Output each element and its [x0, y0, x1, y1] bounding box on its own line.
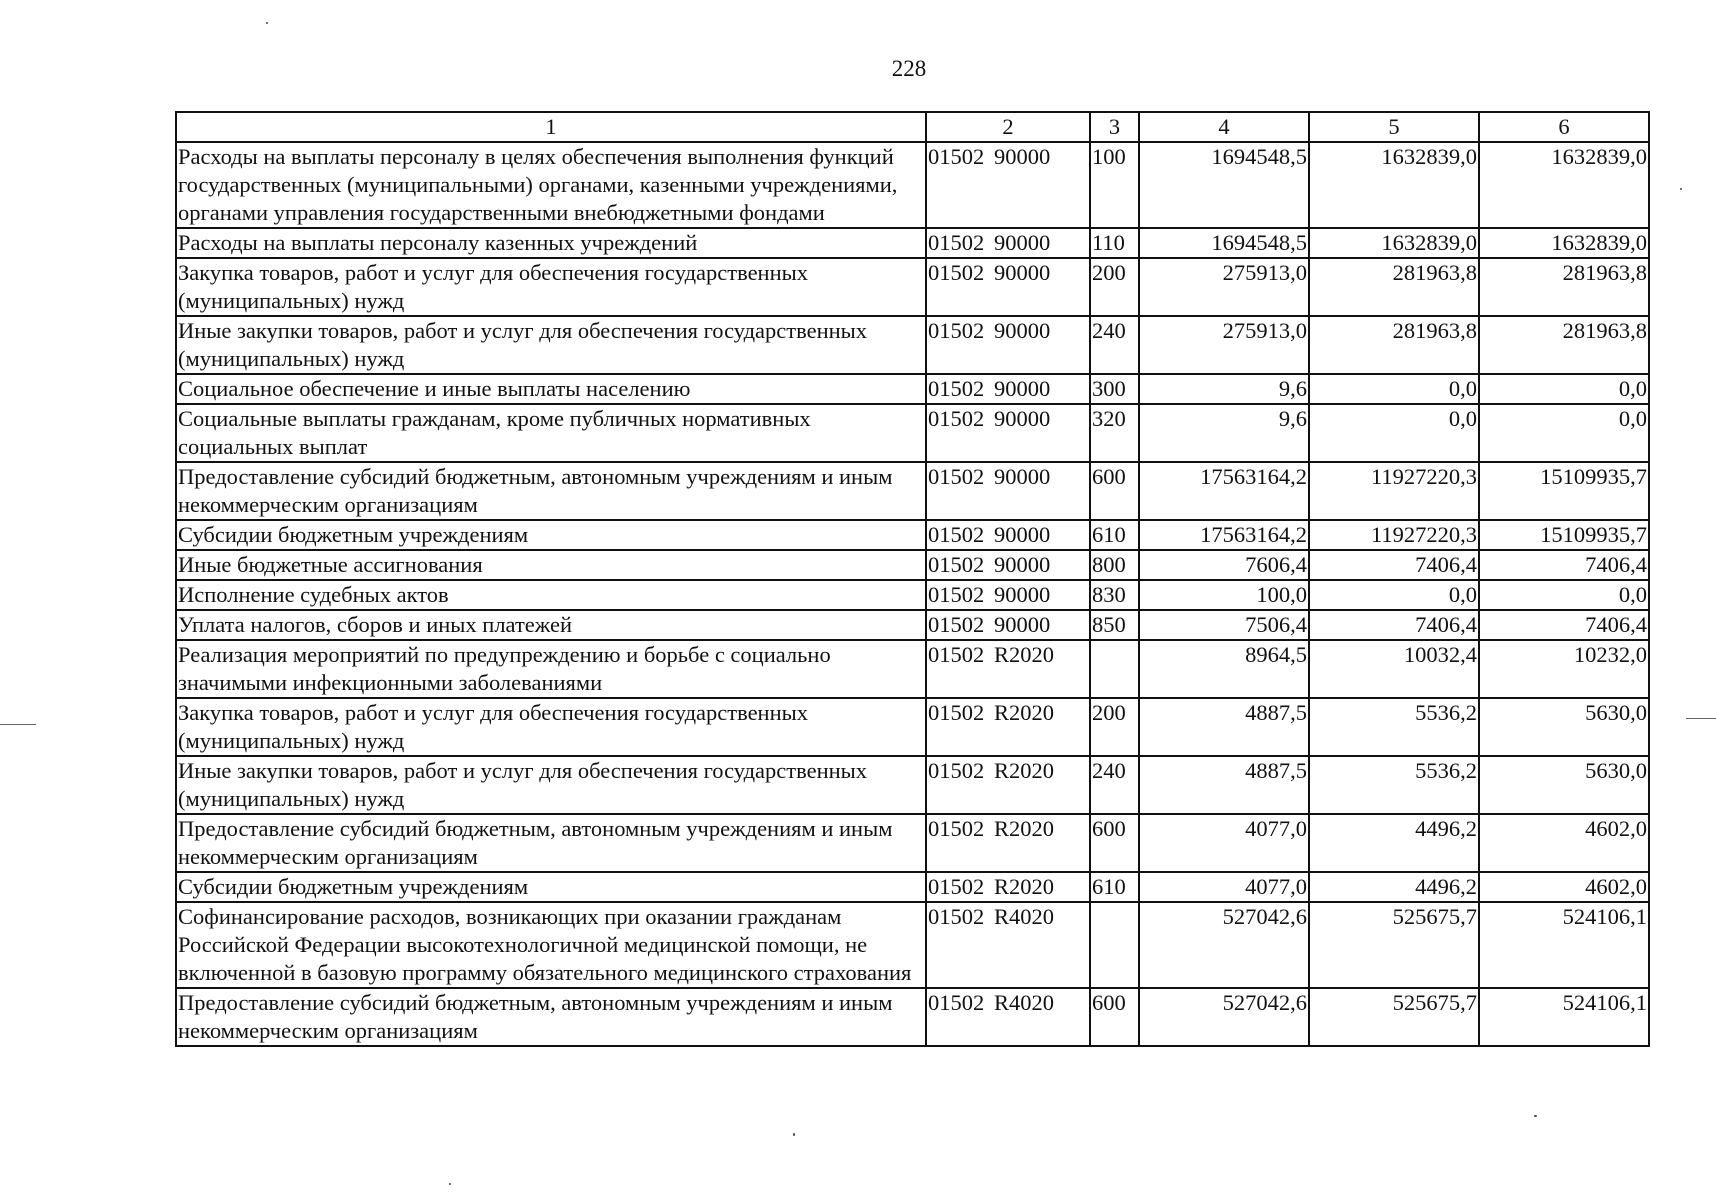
row-code-cell [926, 698, 1090, 756]
row-target-code: 90000 [994, 230, 1051, 255]
table-row [176, 814, 1649, 872]
column-header-5: 5 [1309, 112, 1479, 142]
row-expense-kind: 800 [1090, 550, 1139, 580]
column-header-2: 2 [926, 112, 1090, 142]
row-name: Исполнение судебных актов [176, 580, 926, 610]
row-amount-5: 11927220,3 [1309, 520, 1479, 550]
row-expense-kind: 240 [1090, 316, 1139, 374]
page-number: 228 [891, 56, 927, 81]
row-name: Закупка товаров, работ и услуг для обеспечения государственных (муниципальных) нужд [176, 698, 926, 756]
row-section-code: 01502 [928, 318, 985, 343]
row-amount-5: 0,0 [1309, 404, 1479, 462]
row-name: Софинансирование расходов, возникающих при оказании гражданам Российской Федерации высокотехнологичной медицинской помощи, не включенной в базовую программу обязательного медицинского страхования [176, 902, 926, 988]
row-code-cell [926, 258, 1090, 316]
row-target-code: 90000 [994, 376, 1051, 401]
row-section-code: 01502 [928, 376, 985, 401]
row-amount-6: 4602,0 [1479, 814, 1649, 872]
row-name: Социальное обеспечение и иные выплаты населению [176, 374, 926, 404]
row-expense-kind: 600 [1090, 814, 1139, 872]
row-amount-4: 4077,0 [1139, 814, 1309, 872]
row-target-code: 90000 [994, 612, 1051, 637]
row-target-code: 90000 [994, 464, 1051, 489]
row-amount-6: 15109935,7 [1479, 462, 1649, 520]
row-code-cell [926, 580, 1090, 610]
row-code-cell [926, 228, 1090, 258]
row-expense-kind: 600 [1090, 988, 1139, 1046]
row-name: Предоставление субсидий бюджетным, автономным учреждениям и иным некоммерческим организациям [176, 462, 926, 520]
budget-table [175, 111, 1650, 1047]
row-amount-5: 0,0 [1309, 374, 1479, 404]
row-code-cell [926, 610, 1090, 640]
row-code-cell [926, 756, 1090, 814]
row-target-code: R4020 [994, 990, 1055, 1015]
table-row [176, 142, 1649, 228]
row-target-code: R2020 [994, 642, 1055, 667]
row-name: Реализация мероприятий по предупреждению и борьбе с социально значимыми инфекционными заболеваниями [176, 640, 926, 698]
row-name: Уплата налогов, сборов и иных платежей [176, 610, 926, 640]
row-amount-6: 1632839,0 [1479, 228, 1649, 258]
row-amount-6: 1632839,0 [1479, 142, 1649, 228]
row-expense-kind: 200 [1090, 258, 1139, 316]
row-expense-kind: 100 [1090, 142, 1139, 228]
row-amount-4: 100,0 [1139, 580, 1309, 610]
row-target-code: 90000 [994, 552, 1051, 577]
row-amount-4: 8964,5 [1139, 640, 1309, 698]
scan-speck [449, 1183, 451, 1185]
row-amount-4: 4887,5 [1139, 756, 1309, 814]
table-row [176, 374, 1649, 404]
row-section-code: 01502 [928, 144, 985, 169]
row-amount-6: 5630,0 [1479, 698, 1649, 756]
row-target-code: R2020 [994, 816, 1055, 841]
row-expense-kind: 610 [1090, 872, 1139, 902]
column-header-6: 6 [1479, 112, 1649, 142]
row-section-code: 01502 [928, 904, 985, 929]
row-amount-4: 9,6 [1139, 374, 1309, 404]
table-row [176, 872, 1649, 902]
row-expense-kind [1090, 902, 1139, 988]
row-name: Субсидии бюджетным учреждениям [176, 872, 926, 902]
row-section-code: 01502 [928, 522, 985, 547]
table-row [176, 520, 1649, 550]
table-row [176, 640, 1649, 698]
scan-speck [1534, 1115, 1537, 1117]
row-section-code: 01502 [928, 464, 985, 489]
row-amount-5: 281963,8 [1309, 316, 1479, 374]
row-target-code: 90000 [994, 144, 1051, 169]
row-amount-6: 5630,0 [1479, 756, 1649, 814]
row-code-cell [926, 902, 1090, 988]
row-expense-kind: 850 [1090, 610, 1139, 640]
row-code-cell [926, 142, 1090, 228]
row-code-cell [926, 814, 1090, 872]
row-expense-kind: 240 [1090, 756, 1139, 814]
row-target-code: R2020 [994, 874, 1055, 899]
table-header-row [176, 112, 1649, 142]
row-amount-5: 5536,2 [1309, 698, 1479, 756]
row-amount-4: 275913,0 [1139, 258, 1309, 316]
table-row [176, 610, 1649, 640]
table-row [176, 580, 1649, 610]
row-expense-kind: 300 [1090, 374, 1139, 404]
row-name: Предоставление субсидий бюджетным, автономным учреждениям и иным некоммерческим организациям [176, 814, 926, 872]
row-amount-4: 1694548,5 [1139, 228, 1309, 258]
row-amount-5: 0,0 [1309, 580, 1479, 610]
row-code-cell [926, 316, 1090, 374]
row-amount-5: 5536,2 [1309, 756, 1479, 814]
row-amount-4: 4887,5 [1139, 698, 1309, 756]
row-name: Расходы на выплаты персоналу в целях обеспечения выполнения функций государственных (муниципальными) органами, казенными учреждениями, органами управления государственными внебюджетными фондами [176, 142, 926, 228]
row-code-cell [926, 374, 1090, 404]
row-amount-5: 281963,8 [1309, 258, 1479, 316]
row-code-cell [926, 872, 1090, 902]
row-amount-4: 7606,4 [1139, 550, 1309, 580]
row-section-code: 01502 [928, 406, 985, 431]
scan-speck [793, 1133, 795, 1136]
row-amount-4: 17563164,2 [1139, 520, 1309, 550]
row-target-code: R2020 [994, 700, 1055, 725]
row-amount-4: 275913,0 [1139, 316, 1309, 374]
row-name: Расходы на выплаты персоналу казенных учреждений [176, 228, 926, 258]
row-expense-kind: 830 [1090, 580, 1139, 610]
row-target-code: R2020 [994, 758, 1055, 783]
row-amount-5: 525675,7 [1309, 902, 1479, 988]
row-expense-kind: 320 [1090, 404, 1139, 462]
row-amount-4: 9,6 [1139, 404, 1309, 462]
row-amount-5: 11927220,3 [1309, 462, 1479, 520]
row-target-code: 90000 [994, 582, 1051, 607]
row-amount-6: 524106,1 [1479, 902, 1649, 988]
row-amount-6: 15109935,7 [1479, 520, 1649, 550]
row-amount-6: 7406,4 [1479, 550, 1649, 580]
scan-speck [266, 22, 268, 24]
row-amount-4: 7506,4 [1139, 610, 1309, 640]
row-amount-6: 0,0 [1479, 374, 1649, 404]
table-row [176, 316, 1649, 374]
row-expense-kind: 110 [1090, 228, 1139, 258]
row-amount-6: 10232,0 [1479, 640, 1649, 698]
row-section-code: 01502 [928, 260, 985, 285]
scan-speck [1680, 188, 1682, 190]
row-section-code: 01502 [928, 552, 985, 577]
row-amount-6: 4602,0 [1479, 872, 1649, 902]
scan-edge-mark [1686, 718, 1716, 719]
table-row [176, 698, 1649, 756]
row-amount-5: 4496,2 [1309, 814, 1479, 872]
row-name: Иные закупки товаров, работ и услуг для обеспечения государственных (муниципальных) нужд [176, 756, 926, 814]
row-name: Социальные выплаты гражданам, кроме публичных нормативных социальных выплат [176, 404, 926, 462]
row-amount-5: 4496,2 [1309, 872, 1479, 902]
column-header-3: 3 [1090, 112, 1139, 142]
scan-edge-mark [0, 724, 36, 725]
row-amount-4: 527042,6 [1139, 988, 1309, 1046]
row-section-code: 01502 [928, 230, 985, 255]
row-amount-4: 17563164,2 [1139, 462, 1309, 520]
row-expense-kind: 600 [1090, 462, 1139, 520]
row-amount-6: 281963,8 [1479, 316, 1649, 374]
column-header-4: 4 [1139, 112, 1309, 142]
row-amount-6: 0,0 [1479, 580, 1649, 610]
row-amount-6: 0,0 [1479, 404, 1649, 462]
row-expense-kind [1090, 640, 1139, 698]
row-amount-4: 4077,0 [1139, 872, 1309, 902]
row-name: Предоставление субсидий бюджетным, автономным учреждениям и иным некоммерческим организациям [176, 988, 926, 1046]
table-row [176, 258, 1649, 316]
table-row [176, 902, 1649, 988]
row-code-cell [926, 520, 1090, 550]
row-code-cell [926, 404, 1090, 462]
table-row [176, 756, 1649, 814]
row-expense-kind: 200 [1090, 698, 1139, 756]
table-row [176, 550, 1649, 580]
row-section-code: 01502 [928, 582, 985, 607]
row-name: Иные бюджетные ассигнования [176, 550, 926, 580]
row-section-code: 01502 [928, 990, 985, 1015]
row-amount-4: 527042,6 [1139, 902, 1309, 988]
row-amount-5: 7406,4 [1309, 610, 1479, 640]
row-section-code: 01502 [928, 874, 985, 899]
row-amount-5: 1632839,0 [1309, 228, 1479, 258]
row-amount-5: 525675,7 [1309, 988, 1479, 1046]
row-code-cell [926, 462, 1090, 520]
row-amount-4: 1694548,5 [1139, 142, 1309, 228]
row-name: Субсидии бюджетным учреждениям [176, 520, 926, 550]
row-target-code: 90000 [994, 260, 1051, 285]
row-amount-5: 1632839,0 [1309, 142, 1479, 228]
row-amount-5: 10032,4 [1309, 640, 1479, 698]
table-row [176, 988, 1649, 1046]
row-section-code: 01502 [928, 642, 985, 667]
row-section-code: 01502 [928, 612, 985, 637]
row-amount-6: 524106,1 [1479, 988, 1649, 1046]
row-name: Иные закупки товаров, работ и услуг для обеспечения государственных (муниципальных) нужд [176, 316, 926, 374]
row-code-cell [926, 988, 1090, 1046]
row-name: Закупка товаров, работ и услуг для обеспечения государственных (муниципальных) нужд [176, 258, 926, 316]
row-section-code: 01502 [928, 758, 985, 783]
table-row [176, 462, 1649, 520]
table-row [176, 228, 1649, 258]
row-amount-6: 281963,8 [1479, 258, 1649, 316]
row-section-code: 01502 [928, 816, 985, 841]
row-code-cell [926, 550, 1090, 580]
row-section-code: 01502 [928, 700, 985, 725]
table-row [176, 404, 1649, 462]
column-header-1: 1 [176, 112, 926, 142]
row-target-code: 90000 [994, 522, 1051, 547]
row-expense-kind: 610 [1090, 520, 1139, 550]
row-amount-6: 7406,4 [1479, 610, 1649, 640]
row-target-code: R4020 [994, 904, 1055, 929]
row-target-code: 90000 [994, 406, 1051, 431]
row-target-code: 90000 [994, 318, 1051, 343]
row-code-cell [926, 640, 1090, 698]
row-amount-5: 7406,4 [1309, 550, 1479, 580]
